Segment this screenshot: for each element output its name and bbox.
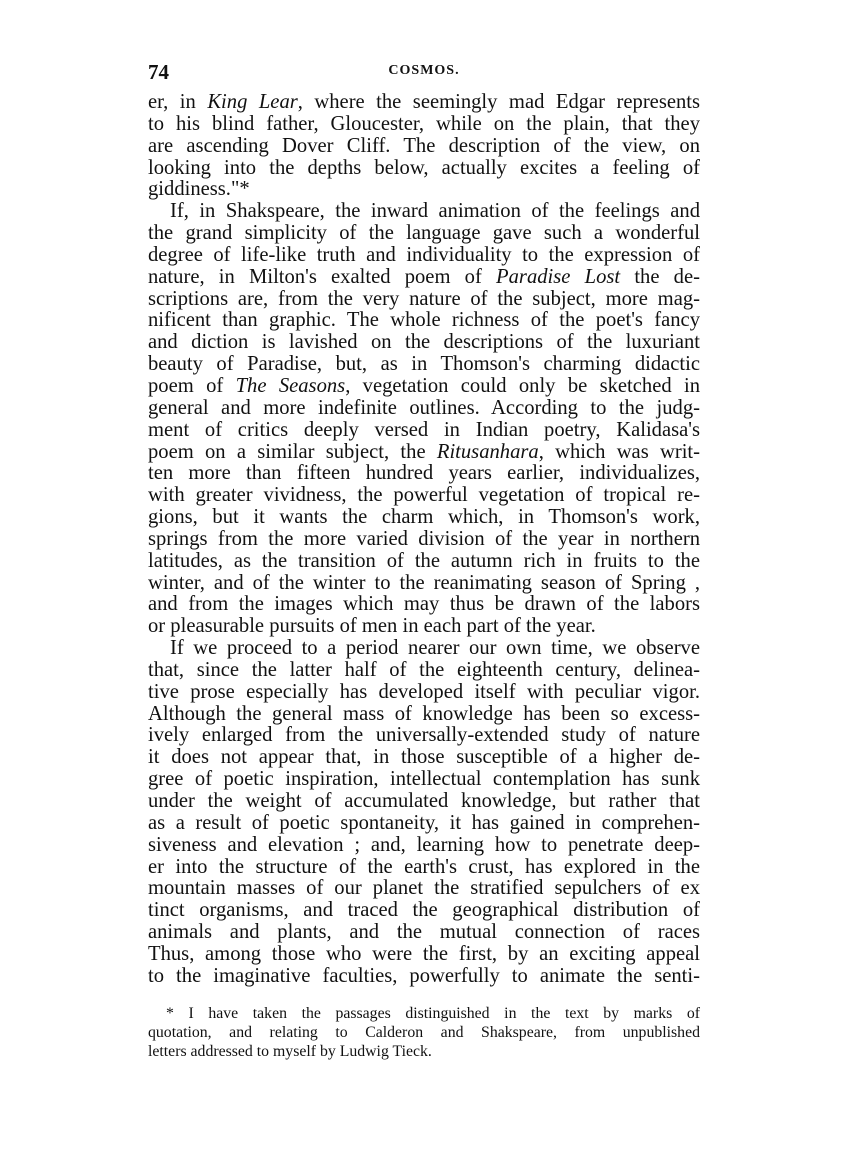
running-head bbox=[148, 60, 700, 92]
text-line: poem on a similar subject, the Ritusanhara, which was writ- bbox=[148, 440, 701, 463]
text-line: gions, but it wants the charm which, in Thomson's work, bbox=[148, 506, 700, 529]
text-line: springs from the more varied division of the year in northern bbox=[148, 527, 700, 550]
text-line: gree of poetic inspiration, intellectual contemplation has sunk bbox=[148, 768, 700, 791]
text-line: to the imaginative faculties, powerfully to animate the senti- bbox=[148, 964, 700, 987]
text-line: beauty of Paradise, but, as in Thomson's charming didactic bbox=[148, 353, 700, 376]
text-line: the grand simplicity of the language gave such a wonderful bbox=[148, 222, 700, 245]
text-line: under the weight of accumulated knowledge, but rather that bbox=[148, 790, 700, 812]
text-line: nature, in Milton's exalted poem of Paradise Lost the de- bbox=[148, 265, 700, 288]
footnote bbox=[148, 1004, 700, 1061]
text-line: scriptions are, from the very nature of the subject, more mag- bbox=[148, 287, 700, 310]
text-line: poem of The Seasons, vegetation could only be sketched in bbox=[148, 374, 700, 397]
text-line: looking into the depths below, actually excites a feeling of bbox=[148, 156, 700, 179]
paragraph-3 bbox=[148, 638, 700, 988]
paragraph-2 bbox=[148, 201, 700, 638]
paragraph-1 bbox=[148, 92, 700, 201]
text-line: Thus, among those who were the first, by an exciting appeal bbox=[148, 942, 700, 965]
text-line: as a result of poetic spontaneity, it has gained in comprehen- bbox=[148, 811, 700, 834]
text-line: nificent than graphic. The whole richness of the poet's fancy bbox=[148, 309, 700, 332]
text-line: to his blind father, Gloucester, while on the plain, that they bbox=[148, 112, 700, 135]
text-line: and from the images which may thus be drawn of the labors bbox=[148, 593, 700, 616]
text-line: and diction is lavished on the descriptions of the luxuriant bbox=[148, 331, 700, 354]
text-line: mountain masses of our planet the stratified sepulchers of ex bbox=[148, 877, 700, 900]
text-line: tinct organisms, and traced the geographical distribution of bbox=[148, 899, 700, 922]
text-line: or pleasurable pursuits of men in each part of the year. bbox=[148, 615, 596, 638]
book-page bbox=[148, 60, 700, 1061]
running-title: COSMOS. bbox=[388, 63, 460, 78]
footnote-line: letters addressed to myself by Ludwig Tieck. bbox=[148, 1042, 432, 1060]
text-line: er into the structure of the earth's crust, has explored in the bbox=[148, 855, 700, 878]
footnote-line: * I have taken the passages distinguished in the text by marks of bbox=[166, 1004, 700, 1022]
text-line: giddiness."* bbox=[148, 178, 250, 201]
text-line: degree of life-like truth and individuality to the expression of bbox=[148, 243, 700, 266]
text-line: er, in King Lear, where the seemingly mad Edgar represents bbox=[148, 91, 701, 113]
text-line: siveness and elevation ; and, learning how to penetrate deep- bbox=[148, 833, 700, 856]
text-line: it does not appear that, in those susceptible of a higher de- bbox=[148, 746, 700, 769]
text-line: If, in Shakspeare, the inward animation of the feelings and bbox=[170, 200, 700, 223]
text-line: Although the general mass of knowledge has been so excess- bbox=[148, 702, 700, 725]
text-line: general and more indefinite outlines. According to the judg- bbox=[148, 396, 700, 419]
text-line: that, since the latter half of the eighteenth century, delinea- bbox=[148, 658, 700, 681]
text-line: are ascending Dover Cliff. The description of the view, on bbox=[148, 134, 700, 157]
text-line: ment of critics deeply versed in Indian poetry, Kalidasa's bbox=[148, 418, 700, 441]
text-line: with greater vividness, the powerful vegetation of tropical re- bbox=[148, 484, 700, 507]
page-number: 74 bbox=[148, 60, 169, 84]
text-line: latitudes, as the transition of the autumn rich in fruits to the bbox=[148, 549, 700, 572]
text-line: tive prose especially has developed itself with peculiar vigor. bbox=[148, 680, 700, 703]
text-line: animals and plants, and the mutual connection of races bbox=[148, 921, 700, 944]
text-line: ively enlarged from the universally-extended study of nature bbox=[148, 724, 700, 747]
text-line: winter, and of the winter to the reanimating season of Spring , bbox=[148, 571, 700, 594]
footnote-line: quotation, and relating to Calderon and Shakspeare, from unpublished bbox=[148, 1023, 700, 1041]
text-line: ten more than fifteen hundred years earlier, individualizes, bbox=[148, 462, 700, 485]
text-line: If we proceed to a period nearer our own time, we observe bbox=[170, 637, 700, 660]
